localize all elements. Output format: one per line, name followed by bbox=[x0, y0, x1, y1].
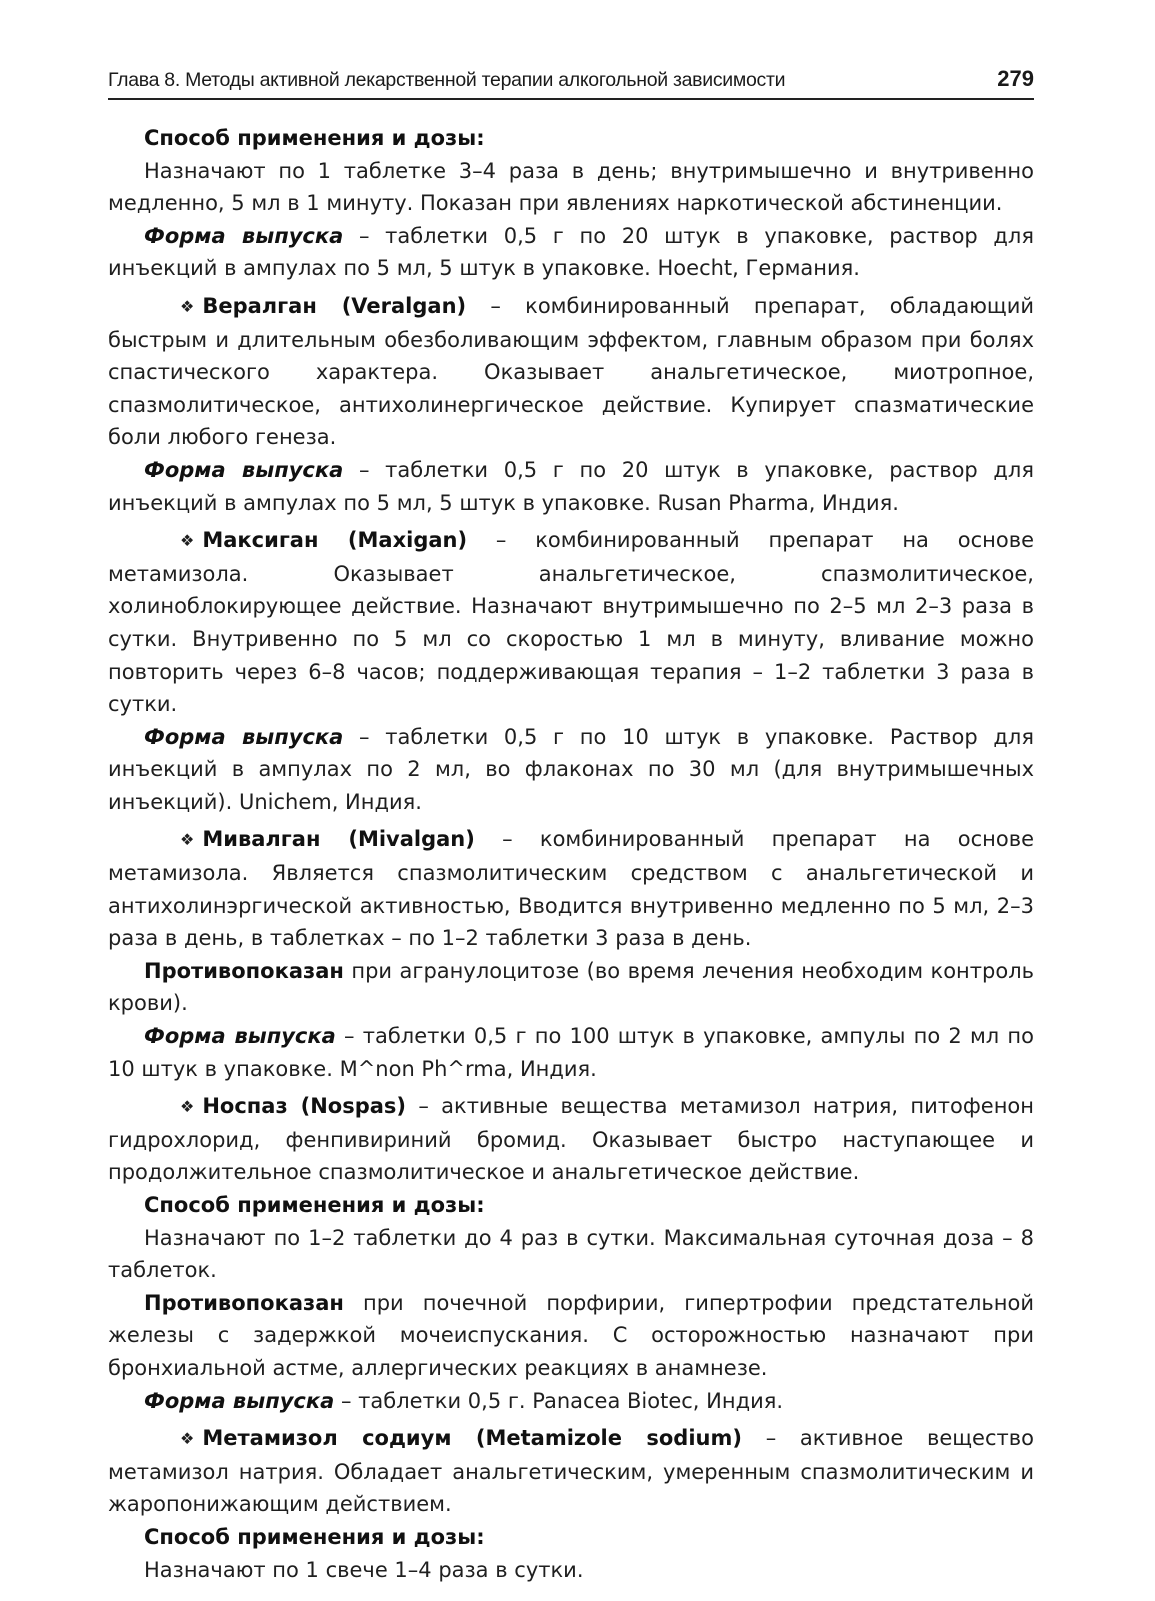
paragraph-dosage-heading bbox=[108, 1189, 1034, 1222]
drug-entry-mivalgan bbox=[108, 823, 1034, 954]
paragraph-text: – таблетки 0,5 г по 100 штук в упаковке, ампулы по 2 мл по 10 штук в упаковке. M^non Ph^rma, Индия. bbox=[108, 1024, 1034, 1081]
paragraph-text: – активные вещества метамизол натрия, питофенон гидрохлорид, фенпивириний бромид. Оказывает быстро наступающее и продолжительное спазмолитическое и анальгетическое действие. bbox=[108, 1094, 1034, 1185]
paragraph-text: – активное вещество метамизол натрия. Обладает анальгетическим, умеренным спазмолитическим и жаропонижающим действием. bbox=[108, 1426, 1034, 1517]
paragraph-text: – таблетки 0,5 г по 20 штук в упаковке, раствор для инъекций в ампулах по 5 мл, 5 штук в упаковке. Rusan Pharma, Индия. bbox=[108, 457, 1034, 515]
paragraph-release-form bbox=[108, 721, 1034, 819]
drug-name: Мивалган (Mivalgan) bbox=[202, 827, 475, 852]
running-header bbox=[108, 56, 1034, 100]
release-form-label: Форма выпуска bbox=[144, 1024, 336, 1049]
paragraph-dosage bbox=[108, 1222, 1034, 1287]
paragraph-text: Назначают по 1 свече 1–4 раза в сутки. bbox=[144, 1557, 584, 1582]
diamond-bullet-icon: ❖ bbox=[180, 296, 195, 316]
paragraph-text: – комбинированный препарат, обладающий быстрым и длительным обезболивающим эффектом, главным образом при болях спастического характера. Оказывает анальгетическое, миотропное, спазмолитическое, антихолинергическое действие. Купирует спазматические боли любого генеза. bbox=[108, 293, 1034, 450]
paragraph-release-form bbox=[108, 220, 1034, 285]
paragraph-text: при почечной порфирии, гипертрофии предстательной железы с задержкой мочеиспускания. С осторожностью назначают при бронхиальной астме, аллергических реакциях в анамнезе. bbox=[108, 1290, 1034, 1380]
chapter-title: Глава 8. Методы активной лекарственной терапии алкогольной зависимости bbox=[108, 69, 786, 91]
paragraph-dosage-heading bbox=[108, 122, 1034, 155]
paragraph-release-form bbox=[108, 1020, 1034, 1085]
paragraph-release-form bbox=[108, 1385, 1034, 1418]
release-form-label: Форма выпуска bbox=[144, 724, 344, 749]
section-heading: Способ применения и дозы: bbox=[144, 1524, 485, 1549]
paragraph-dosage-heading bbox=[108, 1521, 1034, 1554]
section-heading: Способ применения и дозы: bbox=[144, 126, 485, 150]
diamond-bullet-icon: ❖ bbox=[180, 830, 195, 850]
diamond-bullet-icon: ❖ bbox=[180, 531, 195, 551]
paragraph-text: – таблетки 0,5 г. Panacea Biotec, Индия. bbox=[334, 1388, 784, 1413]
contraindication-label: Противопоказан bbox=[144, 1290, 344, 1315]
drug-name: Вералган (Veralgan) bbox=[202, 293, 467, 318]
page-number: 279 bbox=[997, 66, 1034, 91]
paragraph-text: – комбинированный препарат на основе метамизола. Оказывает анальгетическое, спазмолитическое, холиноблокирующее действие. Назначают внутримышечно по 2–5 мл 2–3 раза в сутки. Внутривенно по 5 мл со скоростью 1 мл в минуту, вливание можно повторить через 6–8 часов; поддерживающая терапия – 1–2 таблетки 3 раза в сутки. bbox=[108, 528, 1035, 717]
paragraph-release-form bbox=[108, 454, 1034, 519]
paragraph-text: – комбинированный препарат на основе метамизола. Является спазмолитическим средством с анальгетической и антихолинэргической активностью, Вводится внутривенно медленно по 5 мл, 2–3 раза в день, в таблетках – по 1–2 таблетки 3 раза в день. bbox=[108, 827, 1035, 951]
paragraph-dosage bbox=[108, 155, 1034, 220]
drug-entry-maxigan bbox=[108, 524, 1034, 721]
drug-name: Максиган (Maxigan) bbox=[202, 528, 468, 553]
release-form-label: Форма выпуска bbox=[144, 1388, 335, 1413]
contraindication-label: Противопоказан bbox=[144, 958, 344, 983]
drug-entry-veralgan bbox=[108, 290, 1034, 454]
paragraph-text: при агранулоцитозе (во время лечения необходим контроль крови). bbox=[108, 958, 1034, 1016]
paragraph-text: – таблетки 0,5 г по 20 штук в упаковке, раствор для инъекций в ампулах по 5 мл, 5 штук в упаковке. Hoecht, Германия. bbox=[108, 223, 1034, 281]
paragraph-text: Назначают по 1–2 таблетки до 4 раз в сутки. Максимальная суточная доза – 8 таблеток. bbox=[108, 1225, 1034, 1283]
drug-name: Носпаз (Nospas) bbox=[202, 1094, 407, 1119]
paragraph-contraindication bbox=[108, 955, 1034, 1020]
release-form-label: Форма выпуска bbox=[144, 223, 344, 248]
drug-entry-nospas bbox=[108, 1090, 1034, 1189]
diamond-bullet-icon: ❖ bbox=[180, 1097, 195, 1117]
diamond-bullet-icon: ❖ bbox=[180, 1429, 195, 1449]
paragraph-contraindication bbox=[108, 1287, 1034, 1385]
drug-entry-metamizole bbox=[108, 1422, 1034, 1521]
drug-name: Метамизол содиум (Metamizole sodium) bbox=[202, 1426, 742, 1451]
paragraph-text: Назначают по 1 таблетке 3–4 раза в день; внутримышечно и внутривенно медленно, 5 мл в 1 минуту. Показан при явлениях наркотической абстиненции. bbox=[108, 158, 1034, 216]
paragraph-dosage bbox=[108, 1554, 1034, 1587]
release-form-label: Форма выпуска bbox=[144, 457, 344, 482]
paragraph-text: – таблетки 0,5 г по 10 штук в упаковке. Раствор для инъекций в ампулах по 2 мл, во флаконах по 30 мл (для внутримышечных инъекций). Unichem, Индия. bbox=[108, 724, 1034, 814]
section-heading: Способ применения и дозы: bbox=[144, 1193, 485, 1217]
page-body bbox=[108, 122, 1034, 1586]
